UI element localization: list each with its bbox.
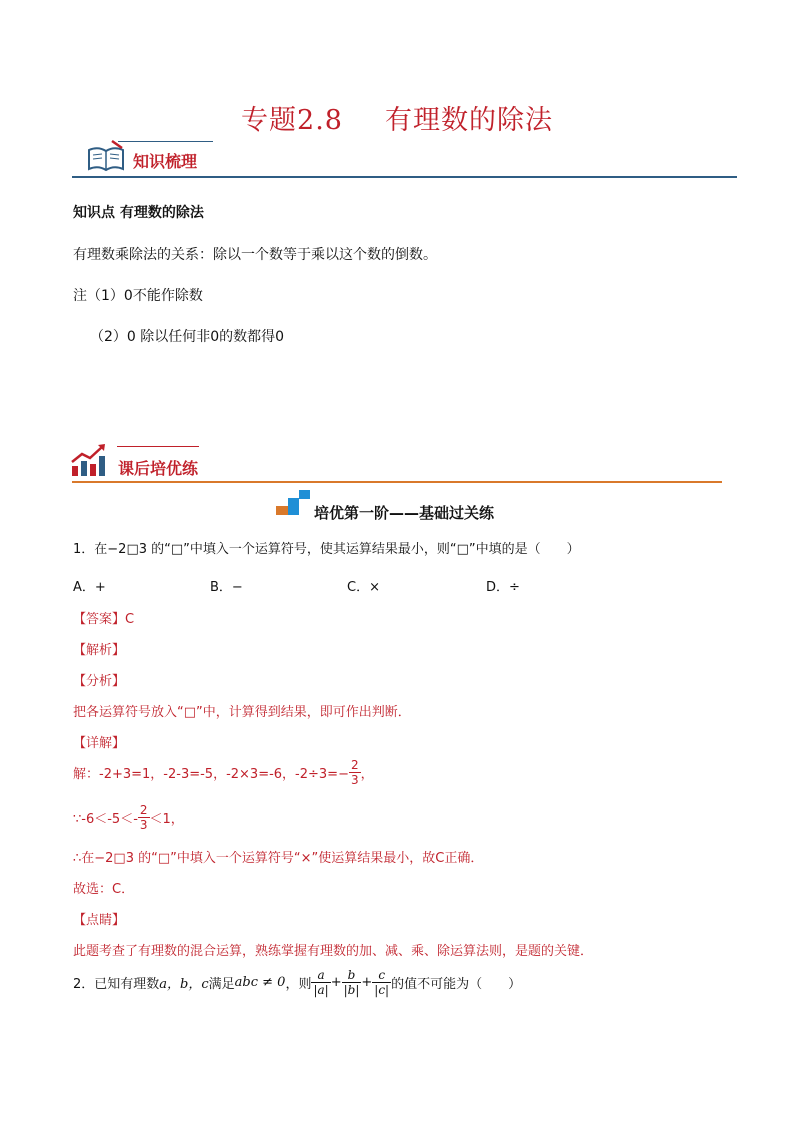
choose-line: 故选：C． (73, 882, 135, 897)
section2-label: 课后培优练 (118, 459, 199, 478)
fenxi-tag: 【分析】 (73, 674, 126, 689)
fraction-two-thirds-2 (138, 803, 150, 832)
title-number: 专题2.8 (241, 105, 343, 136)
note-2: （2）0 除以任何非0的数都得0 (90, 329, 285, 345)
q1-stem (73, 538, 580, 557)
q1-stem-box: □ (126, 542, 139, 557)
detail-line-3: ∴在−2□3 的“□”中填入一个运算符号“×”使运算结果最小，故C正确． (73, 851, 484, 866)
q2-fraction-b-den: |b| (343, 983, 360, 997)
q2-fraction-b-num: b (347, 968, 356, 982)
book-icon (86, 138, 126, 174)
detail-line-2-end: ＜1， (149, 812, 184, 827)
fraction-numerator: 2 (350, 758, 359, 772)
q2-plus-2: + (361, 975, 373, 990)
q2-fraction-b (342, 968, 362, 997)
q1-option-c: C．× (347, 580, 380, 595)
fraction-denominator: 3 (350, 773, 359, 787)
stairs-icon (276, 490, 310, 516)
q2-fraction-c-num: c (378, 968, 386, 982)
knowledge-heading: 知识点 有理数的除法 (73, 205, 204, 221)
q2-plus-1: + (330, 975, 342, 990)
fraction-two-thirds (349, 758, 361, 787)
note-1: 注（1）0不能作除数 (73, 288, 203, 304)
detail-tag: 【详解】 (73, 736, 126, 751)
section2-top-rule (117, 446, 199, 447)
knowledge-line: 有理数乘除法的关系：除以一个数等于乘以这个数的倒数。 (73, 247, 437, 263)
q2-stem-start: 2．已知有理数 (73, 977, 160, 992)
section1-rule (72, 176, 737, 178)
detail-line-2-start: ∵-6＜-5＜- (73, 812, 138, 827)
detail-line-1 (73, 758, 374, 787)
q1-stem-rest: 3 的“□”中填入一个运算符号，使其运算结果最小，则“□”中填的是（ ） (138, 542, 580, 557)
q1-option-b: B．− (210, 580, 243, 595)
fraction-numerator-2: 2 (139, 803, 148, 817)
fenxi-text: 把各运算符号放入“□”中，计算得到结果，即可作出判断． (73, 705, 411, 720)
q1-option-a: A．+ (73, 580, 106, 595)
q2-vars: a，b，c (159, 977, 209, 992)
q2-fraction-a-den: |a| (313, 983, 329, 997)
analysis-tag: 【解析】 (73, 643, 126, 658)
q2-stem-mid2: ，则 (285, 977, 312, 992)
q2-stem (73, 968, 521, 997)
answer-value: C (125, 612, 135, 627)
section1-top-rule (118, 141, 213, 142)
q2-stem-end: 的值不可能为（ ） (391, 977, 522, 992)
q2-condition: abc ≠ 0 (234, 975, 286, 990)
fraction-denominator-2: 3 (139, 818, 148, 832)
page-title (0, 98, 794, 137)
detail-line-2 (73, 803, 184, 832)
detail-line-1-end: ， (360, 767, 374, 782)
q1-stem-start: 1．在−2 (73, 542, 127, 557)
q1-option-d: D．÷ (486, 580, 520, 595)
answer-tag: 【答案】 (73, 612, 126, 627)
q2-fraction-c-den: |c| (374, 983, 390, 997)
section2-rule (72, 481, 722, 483)
q2-stem-mid: 满足 (208, 977, 235, 992)
dianjing-tag: 【点睛】 (73, 913, 126, 928)
q2-fraction-a-num: a (317, 968, 325, 982)
dianjing-text: 此题考查了有理数的混合运算，熟练掌握有理数的加、减、乘、除运算法则，是题的关键． (73, 944, 594, 959)
growth-chart-icon (70, 442, 108, 478)
section1-label: 知识梳理 (133, 152, 198, 171)
q2-fraction-a (311, 968, 330, 997)
q1-answer (73, 608, 134, 627)
stage-title: 培优第一阶——基础过关练 (314, 504, 495, 522)
title-text: 有理数的除法 (384, 105, 553, 136)
detail-line-1-text: 解：-2+3=1，-2-3=-5，-2×3=-6，-2÷3=− (73, 767, 349, 782)
q2-fraction-c (372, 968, 391, 997)
